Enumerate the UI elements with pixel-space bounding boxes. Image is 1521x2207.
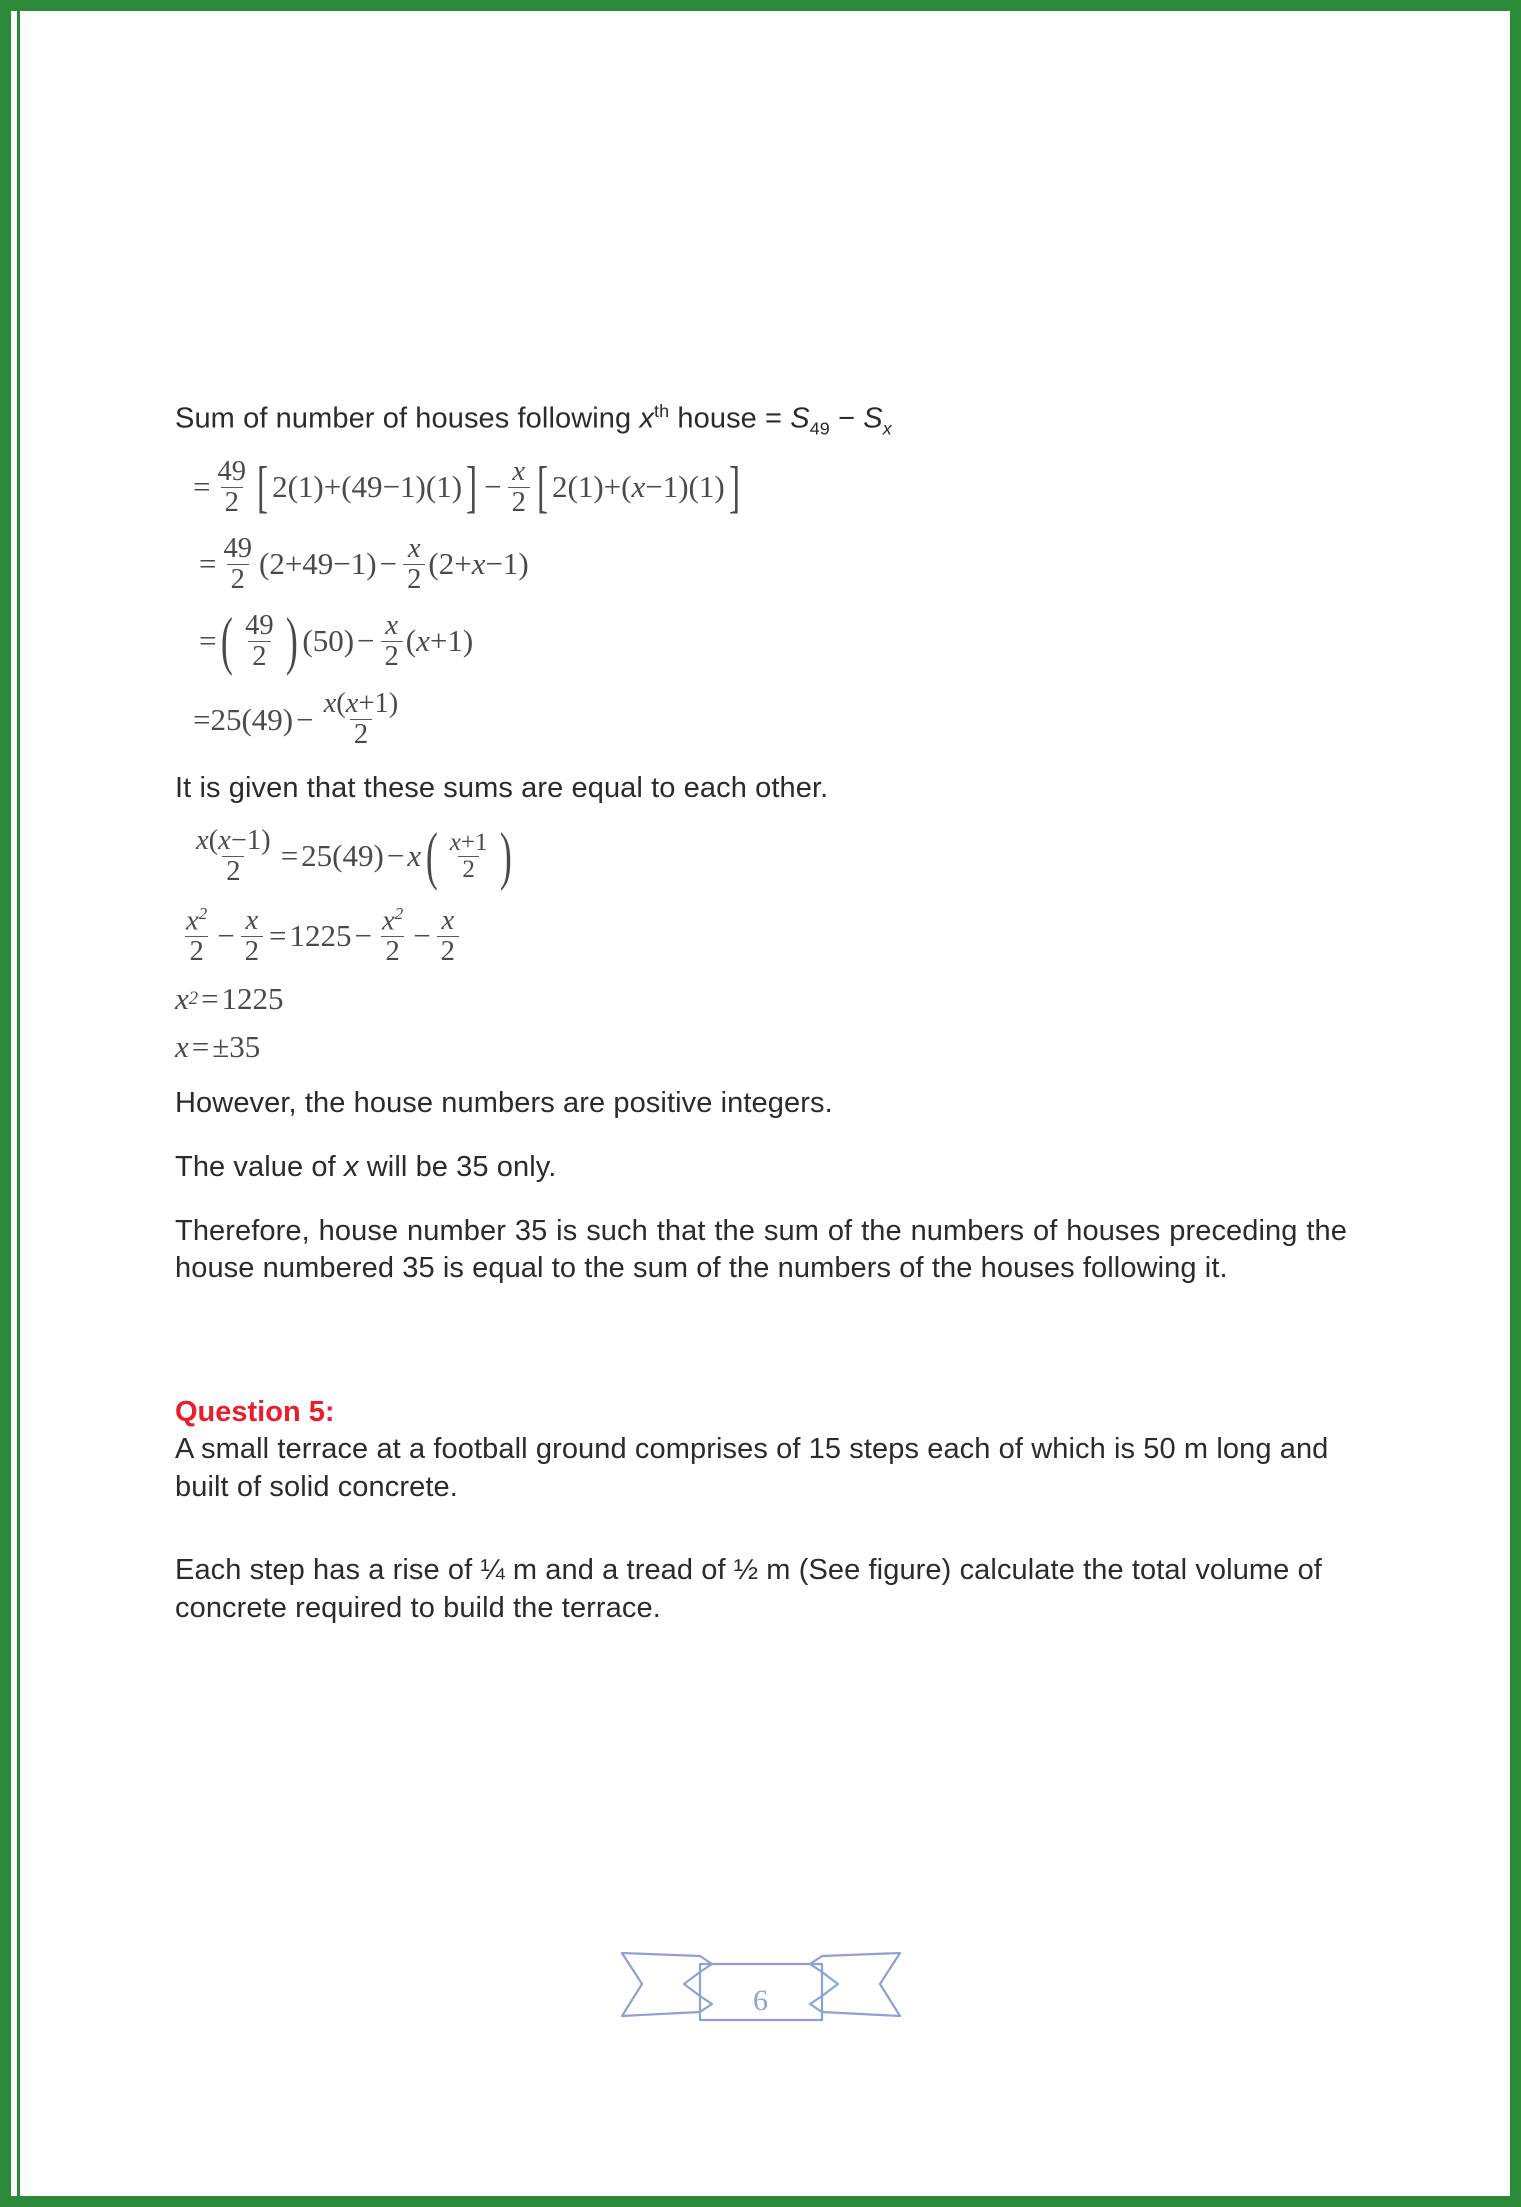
eq1-fraction-49-2 [213,457,250,518]
equation-8 [175,1029,1347,1065]
eq5-inner-fraction [446,830,492,884]
equation-5 [189,820,1347,893]
eq6-f1-sup: 2 [198,903,208,923]
eq2-fraction-49-2 [219,534,256,595]
eq5-paren-open: ( [425,820,438,893]
eq2-group2-var: x [471,546,486,582]
sum-minus: − [829,402,864,435]
eq5-inner-plus1: +1 [460,828,488,856]
eq1-minus: − [484,469,502,505]
eq4-num-open: ( [336,688,346,720]
eq8-value: ±35 [212,1029,261,1065]
eq3-f2-den: 2 [381,641,403,672]
page-border-left [0,0,11,2207]
value-of-x-prefix: The value of [175,1150,344,1183]
eq2-group-1: (2+49−1) [259,546,377,582]
eq6-f3-var: x [381,905,395,937]
eq3-fraction-x-2 [381,611,403,672]
eq7-var: x [175,981,189,1017]
eq1-bracket-open: [ [257,455,269,519]
eq5-rhs-var: x [407,838,422,874]
eq6-f1-den: 2 [185,936,207,967]
equation-1 [193,457,1347,518]
document-content [175,400,1347,1640]
eq3-equals: = [199,623,217,659]
eq1-f1-den: 2 [221,487,243,518]
eq3-group2-var: x [416,623,430,659]
eq3-f1-num: 49 [245,609,274,641]
value-of-x-var: x [343,1150,359,1183]
equation-3 [199,604,1347,677]
eq4-minus: − [296,701,314,737]
eq2-f1-num: 49 [223,532,252,564]
eq3-group-50: (50) [302,623,355,659]
spacer-b [175,1071,1347,1085]
page-border-inner-rule [17,11,20,2196]
spacer-c [175,1135,1347,1149]
eq3-fraction-49-2 [241,611,278,672]
eq6-f3-num [378,905,407,936]
eq7-sup: 2 [188,988,199,1010]
eq2-f2-num: x [407,532,421,564]
eq2-fraction-x-2 [403,534,425,595]
eq3-group2-b: +1) [429,623,474,659]
eq5-minus: − [386,838,405,874]
eq3-group2-a: ( [405,623,417,659]
eq6-equals: = [268,918,287,954]
eq3-minus: − [357,623,375,659]
eq6-minus-3: − [413,918,431,954]
spacer-d [175,1199,1347,1213]
eq6-minus-1: − [217,918,235,954]
eq5-lhs-den: 2 [222,856,244,887]
eq3-paren-open: ( [221,604,234,677]
eq5-inner-var: x [449,828,461,856]
question-5-paragraph-2: Each step has a rise of ¼ m and a tread of ½ m (See figure) calculate the total volume of concrete required to build the terrace. [175,1554,1322,1625]
eq1-bracket2-close: ] [728,455,740,519]
eq2-f2-den: 2 [403,564,425,595]
page-border-top [0,0,1521,11]
eq5-equals: = [280,838,299,874]
eq5-inner-num [446,830,492,856]
eq5-inner-den: 2 [458,856,479,883]
equation-4 [193,689,1347,750]
sum-following-var: x [639,402,655,435]
eq2-minus: − [379,546,398,582]
equal-sums-line: It is given that these sums are equal to each other. [175,772,829,805]
question-5-paragraph-1: A small terrace at a football ground comprises of 15 steps each of which is 50 m long and built of solid concrete. [175,1433,1329,1503]
eq6-f4-num: x [441,904,455,936]
sum-sx: S [863,402,883,435]
page-number: 6 [753,1984,768,2017]
however-line: However, the house numbers are positive integers. [175,1087,833,1120]
eq1-body2-b: −1)(1) [645,469,725,505]
eq5-rhs-const: 25(49) [301,838,384,874]
eq5-paren-close: ) [499,820,512,893]
eq4-num [320,689,403,719]
eq2-group2-a: (2+ [428,546,472,582]
eq1-f2-den: 2 [508,487,530,518]
eq2-group2-b: −1) [485,546,529,582]
eq6-f3 [378,905,407,967]
eq6-minus-2: − [354,918,372,954]
eq6-f1-num [182,905,211,936]
conclusion-paragraph: Therefore, house number 35 is such that the sum of the numbers of houses preceding the house numbered 35 is equal to the sum of the numbers of the houses following it. [175,1214,1347,1285]
eq1-body2-var: x [631,469,646,505]
sum-s49-sub: 49 [809,418,830,439]
eq1-bracket2-open: [ [536,455,548,519]
eq3-f2-num: x [385,609,398,641]
eq4-num-var2: x [345,688,359,720]
eq6-const: 1225 [289,918,352,954]
sum-s49: S [790,402,810,435]
eq6-f1-var: x [186,905,199,937]
eq6-f2-den: 2 [241,936,263,967]
equation-2 [199,534,1347,595]
sum-following-prefix: Sum of number of houses following [175,402,640,435]
page-border-bottom [0,2196,1521,2207]
page-border-right [1510,0,1521,2207]
eq5-num-close: −1) [230,825,271,857]
page-number-ribbon [616,1940,906,2032]
sum-following-sup: th [654,401,670,421]
eq4-fraction [320,689,403,750]
eq1-body2-a: 2(1)+( [552,469,632,505]
sum-following-line [175,400,1347,441]
eq1-body-a: 2(1)+(49 [272,469,383,505]
eq4-lhs: 25(49) [210,701,294,737]
eq4-equals: = [193,701,211,737]
eq8-equals: = [191,1029,210,1065]
eq6-f4 [437,906,459,967]
eq1-f2-num: x [512,455,526,487]
spacer-section [175,1300,1347,1396]
eq4-num-close: +1) [358,688,399,720]
eq6-f3-sup: 2 [394,903,404,923]
equation-6 [179,905,1347,967]
sum-following-mid: house = [669,402,791,435]
eq3-f1-den: 2 [248,641,270,672]
spacer-e [175,1518,1347,1552]
spacer-a [175,756,1347,770]
eq1-body-minus: − [382,469,401,505]
eq6-f2-num: x [245,904,259,936]
value-of-x-line [175,1149,1347,1187]
eq2-f1-den: 2 [227,564,249,595]
eq4-num-var1: x [323,688,337,720]
equation-7 [175,981,1347,1017]
eq7-equals: = [201,981,219,1017]
eq1-f1-num: 49 [217,455,246,487]
value-of-x-suffix: will be 35 only. [358,1150,557,1183]
eq5-num-open: ( [208,825,219,857]
eq1-fraction-x-2 [508,457,530,518]
eq5-lhs-fraction [192,826,275,887]
eq2-equals: = [199,546,217,582]
eq4-den: 2 [350,719,372,750]
eq6-f2 [241,906,263,967]
eq7-value: 1225 [221,981,284,1017]
eq1-bracket-close: ] [466,455,478,519]
question-5-heading: Question 5: [175,1396,335,1429]
eq5-num-var1: x [196,825,209,857]
eq5-lhs-num [192,826,275,856]
eq3-paren-close: ) [285,604,298,677]
eq6-f4-den: 2 [437,936,459,967]
sum-sx-sub: x [882,418,892,439]
eq1-equals: = [193,469,211,505]
eq8-var: x [175,1029,189,1065]
eq1-body-b: 1)(1) [400,469,463,505]
eq6-f3-den: 2 [381,936,403,967]
eq5-num-var2: x [218,825,231,857]
eq6-f1 [182,905,211,967]
page-footer [0,1940,1521,2032]
